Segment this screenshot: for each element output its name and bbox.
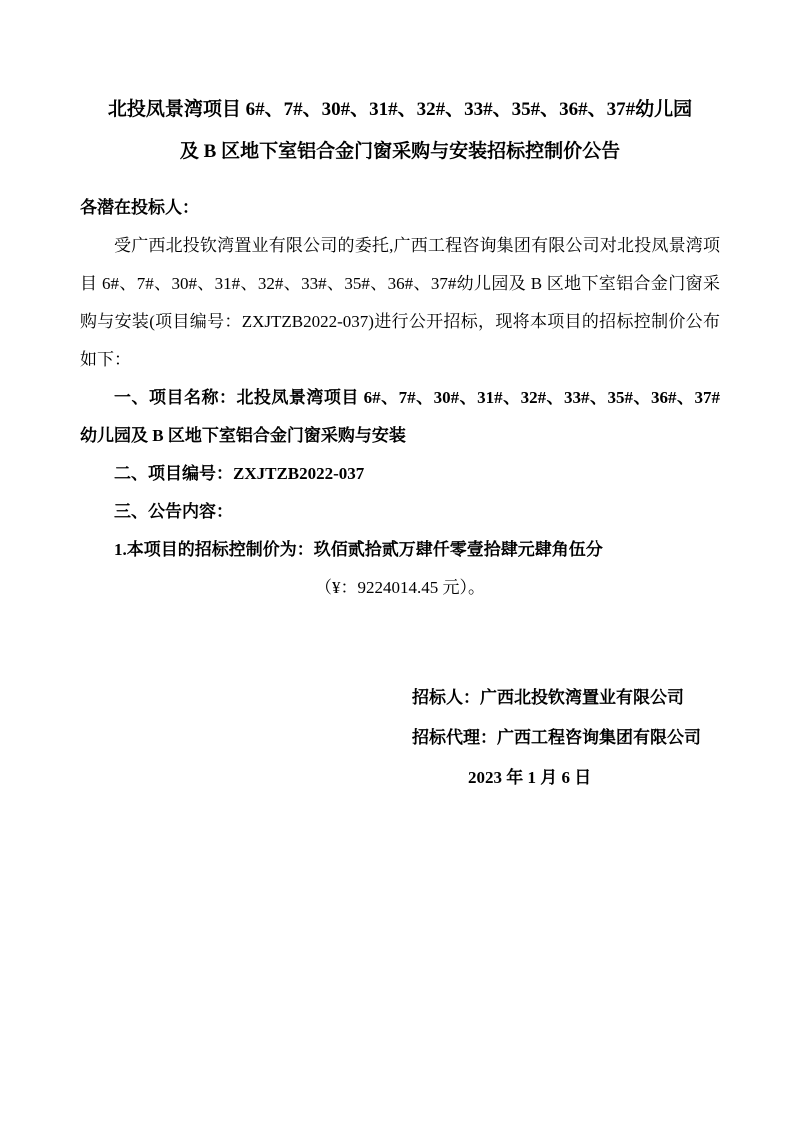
item-control-price-words: 1.本项目的招标控制价为：玖佰贰拾贰万肆仟零壹拾肆元肆角伍分 [114,540,603,559]
document-body [80,189,720,607]
signature-block [412,678,720,798]
document-title [80,89,720,173]
tenderer-line: 招标人：广西北投钦湾置业有限公司 [412,688,684,707]
salutation: 各潜在投标人： [80,198,199,217]
agent-line: 招标代理：广西工程咨询集团有限公司 [412,728,701,747]
document-title-line-2: 及 B 区地下室铝合金门窗采购与安装招标控制价公告 [179,141,621,162]
item-announcement-content: 三、公告内容： [114,502,233,521]
item-project-name: 一、项目名称：北投凤景湾项目 6#、7#、30#、31#、32#、33#、35#、36#、37#幼儿园及 B 区地下室铝合金门窗采购与安装 [80,388,720,445]
item-project-number: 二、项目编号：ZXJTZB2022-037 [114,464,365,483]
control-price-figures: （¥：9224014.45 元）。 [315,578,485,597]
document-title-line-1: 北投凤景湾项目 6#、7#、30#、31#、32#、33#、35#、36#、37#幼儿园 [107,99,693,120]
intro-paragraph: 受广西北投钦湾置业有限公司的委托,广西工程咨询集团有限公司对北投凤景湾项目 6#、7#、30#、31#、32#、33#、35#、36#、37#幼儿园及 B 区地下室铝合金门窗采购与安装(项目编号：ZXJTZB2022-037)进行公开招标，现将本项目的招标控制价公布如下： [80,236,720,369]
date-line: 2023 年 1 月 6 日 [468,768,592,787]
